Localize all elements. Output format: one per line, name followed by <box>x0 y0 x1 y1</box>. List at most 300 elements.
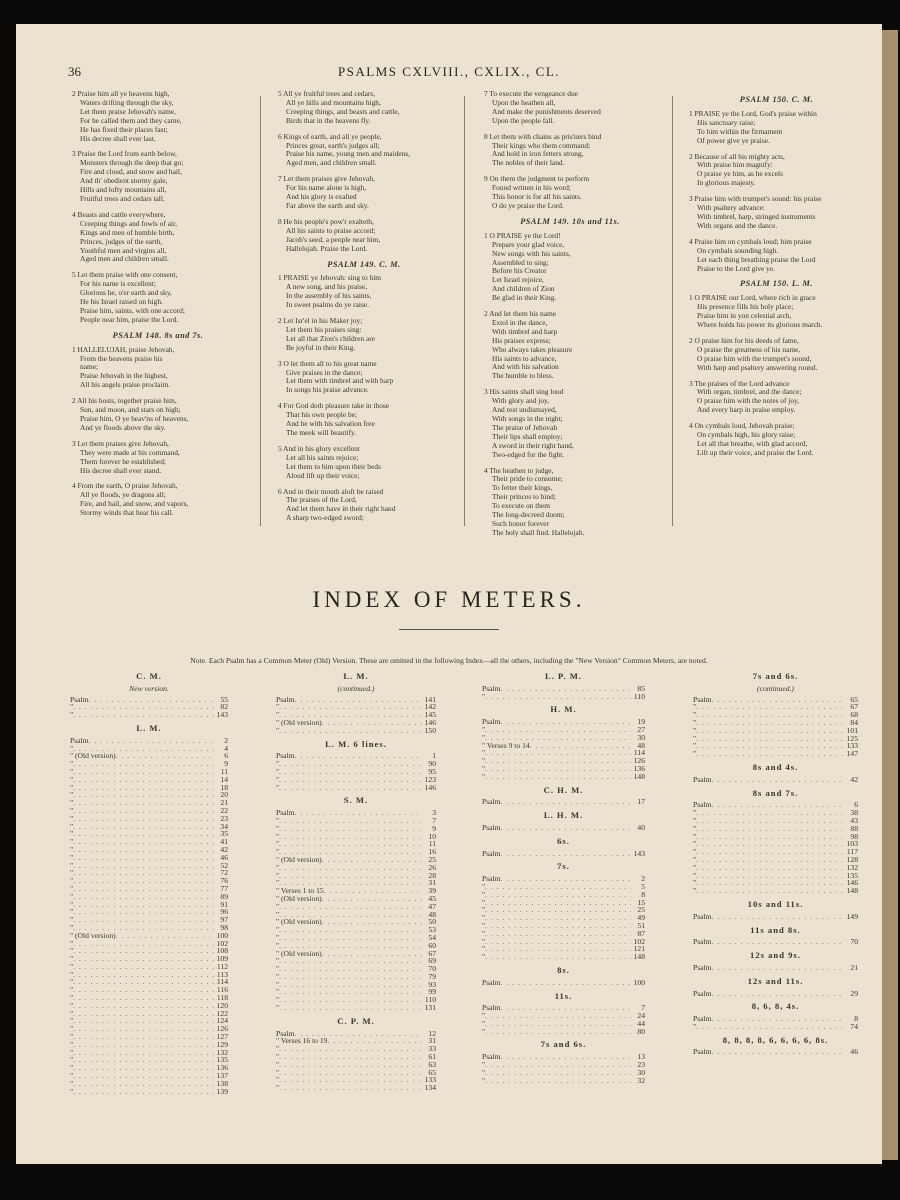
index-entry <box>693 938 858 946</box>
psalm-number: 67 <box>850 702 858 712</box>
leader-dots <box>696 840 844 848</box>
entry-label: " <box>70 993 74 1003</box>
psalm-number: 9 <box>224 759 228 769</box>
verse-line: Found written in his word; <box>492 183 571 193</box>
index-entry <box>276 696 436 704</box>
index-entry <box>693 727 858 735</box>
verse-line: With glory and joy, <box>492 396 550 406</box>
meter-heading: C. H. M. <box>543 784 584 795</box>
index-entry <box>693 809 858 817</box>
psalm-number: 61 <box>428 1052 436 1062</box>
entry-label: " <box>482 1075 486 1085</box>
leader-dots <box>696 825 844 833</box>
verse-line: From the heavens praise his <box>80 353 163 363</box>
index-entry <box>70 1088 228 1096</box>
entry-label: Psalm <box>482 797 501 807</box>
index-entry <box>276 752 436 760</box>
index-entry <box>70 908 228 916</box>
psalm-number: 1 <box>432 751 436 761</box>
stanza <box>278 261 450 311</box>
psalm-number: 42 <box>850 774 858 784</box>
index-entry <box>276 840 436 848</box>
leader-dots <box>696 872 844 880</box>
index-entry <box>70 940 228 948</box>
leader-dots <box>485 726 631 734</box>
verse-line: On cymbals sounding high. <box>697 245 779 255</box>
stanza <box>72 332 244 390</box>
verse-line: 1 PRAISE ye the Lord, God's praise within <box>689 108 817 118</box>
leader-dots <box>73 963 214 971</box>
verse-line: For his name alone is high, <box>286 183 367 193</box>
psalm-number: 4 <box>224 743 228 753</box>
leader-dots <box>73 986 214 994</box>
entry-label: " <box>70 743 74 753</box>
index-entry <box>276 926 436 934</box>
psalm-number: 133 <box>846 741 858 751</box>
index-entry <box>482 906 645 914</box>
entry-label: " <box>70 883 74 893</box>
verse-line: Jacob's seed, a people near him, <box>286 234 381 244</box>
index-entry <box>482 693 645 701</box>
leader-dots <box>485 922 631 930</box>
index-column-4 <box>693 667 858 1056</box>
entry-label: " <box>482 1011 486 1021</box>
verse-line: And hold in iron fetters strong, <box>492 149 584 159</box>
entry-label: " <box>70 782 74 792</box>
psalm-number: 5 <box>641 881 645 891</box>
leader-dots <box>485 883 631 891</box>
verse-line: A new song, and his praise, <box>286 282 368 292</box>
leader-dots <box>279 903 422 911</box>
index-entry <box>693 1015 858 1023</box>
leader-dots <box>485 773 631 781</box>
entry-label: " <box>693 1021 697 1031</box>
entry-label: Psalm <box>276 808 295 818</box>
verse-line: 7 Let them praises give Jehovah, <box>278 174 375 184</box>
verse-line: People near him, praise the Lord. <box>80 314 179 324</box>
psalm-number: 98 <box>220 922 228 932</box>
verse-line: All his saints to praise accord; <box>286 225 376 235</box>
entry-label: Psalm <box>693 694 712 704</box>
leader-dots <box>279 1053 422 1061</box>
psalm-number: 146 <box>846 878 858 888</box>
index-title: INDEX OF METERS. <box>312 587 586 612</box>
leader-dots <box>485 930 631 938</box>
entry-label: " <box>276 870 280 880</box>
psalm-number: 21 <box>220 798 228 808</box>
verse-line: For he called them and they came, <box>80 115 182 125</box>
verse-line: Be joyful in their King. <box>286 342 356 352</box>
index-entry <box>482 953 645 961</box>
column-divider <box>672 96 673 526</box>
leader-dots <box>73 838 214 846</box>
index-entry <box>70 854 228 862</box>
entry-label: " <box>693 831 697 841</box>
index-entry <box>70 696 228 704</box>
psalm-number: 60 <box>428 940 436 950</box>
entry-label: " <box>70 813 74 823</box>
psalm-title: PSALM 150. L. M. <box>740 279 813 289</box>
verse-line: To fetter their kings, <box>492 483 553 493</box>
stanza <box>484 90 656 126</box>
leader-dots <box>279 1069 422 1077</box>
verse-line: His praises express; <box>492 335 551 345</box>
psalm-number: 25 <box>428 854 436 864</box>
index-entry <box>70 768 228 776</box>
psalm-number: 49 <box>637 913 645 923</box>
index-entry <box>70 978 228 986</box>
index-note: Note. Each Psalm has a Common Meter (Old) Version. These are omitted in the following Index—all the others, including the "New Version" Common Meters, are noted. <box>190 656 708 665</box>
index-entry <box>482 930 645 938</box>
entry-label: " <box>482 724 486 734</box>
meter-heading: 7s and 6s. <box>540 1039 587 1050</box>
entry-label: " <box>276 909 280 919</box>
index-entry <box>482 883 645 891</box>
entry-label: " Verses 1 to 15 <box>276 886 324 896</box>
psalm-number: 136 <box>216 1063 228 1073</box>
psalm-number: 39 <box>428 886 436 896</box>
verse-line: With psaltery advance: <box>697 203 765 213</box>
index-entry <box>693 711 858 719</box>
verse-line: Their princes to bind; <box>492 492 556 502</box>
index-entry <box>693 990 858 998</box>
psalm-number: 139 <box>216 1086 228 1096</box>
index-entry <box>482 1069 645 1077</box>
verse-line: A sharp two-edged sword; <box>286 513 364 523</box>
index-entry <box>276 996 436 1004</box>
verse-line: Aged men, and children small. <box>286 158 377 168</box>
entry-label: Psalm <box>693 1014 712 1024</box>
psalm-number: 8 <box>641 889 645 899</box>
verse-line: With timbrel, harp, stringed instruments <box>697 211 816 221</box>
leader-dots <box>322 719 422 727</box>
psalm-number: 38 <box>850 808 858 818</box>
entry-label: " <box>70 961 74 971</box>
entry-label: " <box>70 790 74 800</box>
index-entry <box>693 817 858 825</box>
stanza <box>278 317 450 353</box>
psalm-number: 7 <box>432 815 436 825</box>
leader-dots <box>73 1049 214 1057</box>
index-entry <box>70 846 228 854</box>
leader-dots <box>279 1004 422 1012</box>
verse-line: O praise the greatness of his name, <box>697 344 801 354</box>
stanza <box>484 388 656 459</box>
leader-dots <box>279 864 422 872</box>
verse-line: His sanctuary raise; <box>697 117 756 127</box>
psalm-number: 52 <box>220 860 228 870</box>
leader-dots <box>485 1020 631 1028</box>
index-entry <box>482 749 645 757</box>
index-entry <box>70 711 228 719</box>
stanza <box>278 175 450 211</box>
leader-dots <box>485 906 631 914</box>
entry-label: " <box>70 766 74 776</box>
verse-line: 5 All ye fruitful trees and cedars, <box>278 89 376 98</box>
index-entry <box>693 719 858 727</box>
verse-line: 5 Let them praise with one consent, <box>72 270 178 280</box>
entry-label: " <box>482 897 486 907</box>
verse-line: Let them praise Jehovah's name, <box>80 106 176 116</box>
psalm-title: PSALM 149. 10s and 11s. <box>520 216 620 226</box>
index-entry <box>482 685 645 693</box>
verse-line: Hills and lofty mountains all, <box>80 185 167 195</box>
verse-line: His decree shall ever stand. <box>80 465 162 475</box>
psalm-number: 91 <box>220 899 228 909</box>
entry-label: " <box>482 952 486 962</box>
verse-line: Fire and cloud, and snow and hail, <box>80 167 182 177</box>
entry-label: " <box>276 725 280 735</box>
index-entry <box>70 994 228 1002</box>
leader-dots <box>501 718 631 726</box>
entry-label: " <box>70 1000 74 1010</box>
verse-line: Aged men and children small. <box>80 254 169 264</box>
psalm-number: 100 <box>633 977 645 987</box>
psalm-number: 45 <box>428 893 436 903</box>
index-entry <box>70 1025 228 1033</box>
entry-label: Psalm <box>693 911 712 921</box>
psalm-number: 68 <box>850 710 858 720</box>
verse-line: Hallelujah. Praise the Lord. <box>286 243 368 253</box>
leader-dots <box>712 990 844 998</box>
verse-line: 2 All his hosts, together praise him, <box>72 396 177 406</box>
stanza <box>689 238 864 274</box>
leader-dots <box>279 965 422 973</box>
index-entry <box>482 1028 645 1036</box>
leader-dots <box>485 938 631 946</box>
entry-label: " <box>70 805 74 815</box>
psalm-number: 96 <box>220 907 228 917</box>
entry-label: " <box>70 922 74 932</box>
leader-dots <box>485 1028 631 1036</box>
entry-label: Psalm <box>482 822 501 832</box>
index-entry <box>70 869 228 877</box>
entry-label: " <box>70 1008 74 1018</box>
entry-label: Psalm <box>276 751 295 761</box>
index-entry <box>70 955 228 963</box>
entry-label: " <box>693 815 697 825</box>
psalm-number: 76 <box>220 876 228 886</box>
leader-dots <box>279 817 422 825</box>
psalm-number: 124 <box>216 1016 228 1026</box>
psalm-number: 134 <box>424 1083 436 1093</box>
index-entry <box>693 825 858 833</box>
entry-label: " <box>70 1032 74 1042</box>
column-divider <box>260 96 261 526</box>
psalm-number: 7 <box>641 1003 645 1013</box>
stanza <box>689 422 864 458</box>
index-entry <box>693 735 858 743</box>
entry-label: " <box>276 987 280 997</box>
leader-dots <box>279 957 422 965</box>
psalm-number: 79 <box>428 971 436 981</box>
entry-label: " <box>70 946 74 956</box>
psalm-number: 6 <box>224 751 228 761</box>
entry-label: " <box>482 756 486 766</box>
index-entry <box>276 784 436 792</box>
psalm-number: 82 <box>220 702 228 712</box>
verse-line: All ye floods, ye dragons all; <box>80 490 166 500</box>
entry-label: " <box>70 1071 74 1081</box>
psalm-title: PSALM 150. C. M. <box>739 95 814 104</box>
entry-label: " <box>276 1044 280 1054</box>
index-entry <box>70 784 228 792</box>
stanza <box>278 488 450 524</box>
meter-heading: S. M. <box>343 795 369 806</box>
entry-label: " <box>70 1016 74 1026</box>
meter-heading: 10s and 11s. <box>747 898 804 909</box>
verse-line: 8 Let them with chains as pris'ners bind <box>484 131 602 141</box>
index-entry <box>70 1049 228 1057</box>
verse-line: And his glory is exalted <box>286 192 357 202</box>
stanza <box>72 211 244 264</box>
verse-line: 6 And in their mouth aloft be raised <box>278 486 384 496</box>
leader-dots <box>696 711 844 719</box>
index-entry <box>482 726 645 734</box>
verse-line: With songs in the night; <box>492 414 563 423</box>
psalm-number: 126 <box>633 756 645 766</box>
leader-dots <box>485 757 631 765</box>
index-column-2 <box>276 667 436 1092</box>
entry-label: " <box>693 749 697 759</box>
leader-dots <box>73 1088 214 1096</box>
leader-dots <box>116 932 214 940</box>
psalm-number: 103 <box>846 839 858 849</box>
leader-dots <box>712 913 844 921</box>
verse-line: Before his Creator <box>492 266 547 276</box>
verse-line: And ye floods above the sky. <box>80 422 166 432</box>
entry-label: " <box>482 1026 486 1036</box>
psalm-number: 116 <box>216 985 228 995</box>
entry-label: " <box>482 905 486 915</box>
index-entry <box>70 737 228 745</box>
index-entry <box>693 750 858 758</box>
entry-label: Psalm <box>482 683 501 693</box>
meter-heading: 8s. <box>557 964 570 975</box>
entry-label: " <box>70 774 74 784</box>
verse-line: In glorious majesty. <box>697 178 756 188</box>
index-entry <box>70 947 228 955</box>
meter-heading: 8s and 7s. <box>752 787 799 798</box>
verse-line: With organs and the dance. <box>697 220 778 230</box>
psalm-number: 42 <box>220 844 228 854</box>
verse-line: Youthful men and virgins all, <box>80 245 167 255</box>
psalm-number: 84 <box>850 717 858 727</box>
psalm-number: 132 <box>846 862 858 872</box>
leader-dots <box>73 776 214 784</box>
index-entry <box>70 776 228 784</box>
leader-dots <box>73 1072 214 1080</box>
entry-label: " <box>693 839 697 849</box>
entry-label: " <box>70 1078 74 1088</box>
entry-label: " <box>70 1086 74 1096</box>
psalm-number: 28 <box>428 870 436 880</box>
entry-label: " <box>70 977 74 987</box>
stanza <box>278 133 450 169</box>
entry-label: " <box>70 710 74 720</box>
entry-label: " <box>276 1083 280 1093</box>
index-entry <box>70 1056 228 1064</box>
index-entry <box>482 1012 645 1020</box>
psalm-number: 133 <box>424 1075 436 1085</box>
verse-line: They were made at his command, <box>80 447 180 457</box>
verse-line: 8 He his people's pow'r exalteth, <box>278 216 374 226</box>
index-entry <box>70 752 228 760</box>
entry-label: Psalm <box>70 694 89 704</box>
psalm-number: 99 <box>428 987 436 997</box>
psalm-number: 32 <box>637 1075 645 1085</box>
verse-line: His presence fills his holy place; <box>697 302 794 312</box>
entry-label: " <box>276 901 280 911</box>
verse-line: And rest undismayed, <box>492 405 557 415</box>
verse-line: O praise him with the notes of joy, <box>697 396 800 406</box>
entry-label: " <box>693 725 697 735</box>
verse-line: 3 Praise the Lord from earth below, <box>72 149 177 159</box>
verse-line: Princes great, earth's judges all; <box>286 140 380 150</box>
index-entry <box>70 703 228 711</box>
stanza <box>72 90 244 143</box>
index-entry <box>482 742 645 750</box>
psalm-number: 101 <box>846 725 858 735</box>
psalm-number: 33 <box>428 1044 436 1054</box>
verse-line: 3 His saints shall sing loud <box>484 387 564 397</box>
index-entry <box>693 703 858 711</box>
entry-label: " <box>482 691 486 701</box>
leader-dots <box>485 693 631 701</box>
index-entry <box>276 918 436 926</box>
psalm-number: 89 <box>220 891 228 901</box>
psalm-number: 138 <box>216 1078 228 1088</box>
leader-dots <box>73 893 214 901</box>
leader-dots <box>712 776 844 784</box>
verse-line: Kings and men of humble birth, <box>80 227 175 237</box>
entry-label: " <box>482 1067 486 1077</box>
leader-dots <box>73 1002 214 1010</box>
entry-label: " <box>482 1018 486 1028</box>
psalm-number: 113 <box>216 969 228 979</box>
verse-line: With harp and psaltery answering round. <box>697 362 818 372</box>
verse-line: In sweet psalms do ye raise. <box>286 300 369 310</box>
index-entry <box>482 875 645 883</box>
entry-label: " <box>693 741 697 751</box>
psalm-number: 14 <box>220 774 228 784</box>
psalm-number: 128 <box>846 854 858 864</box>
verse-line: Their lips shall employ; <box>492 431 563 441</box>
verse-line: 2 Let Isr'el in his Maker joy; <box>278 316 363 326</box>
psalm-number: 114 <box>216 977 228 987</box>
leader-dots <box>501 685 631 693</box>
index-entry <box>693 1048 858 1056</box>
entry-label: " (Old version) <box>276 717 322 727</box>
leader-dots <box>73 940 214 948</box>
index-entry <box>693 833 858 841</box>
index-entry <box>276 1004 436 1012</box>
entry-label: " <box>482 913 486 923</box>
verse-line: 9 On them the judgment to perform <box>484 174 590 184</box>
meter-heading: 8s and 4s. <box>752 761 799 772</box>
leader-dots <box>696 856 844 864</box>
psalm-number: 46 <box>850 1047 858 1057</box>
psalm-number: 11 <box>220 766 228 776</box>
psalm-number: 90 <box>428 759 436 769</box>
psalm-number: 146 <box>424 717 436 727</box>
stanza <box>689 380 864 416</box>
verse-line: His decree shall ever last. <box>80 133 156 143</box>
entry-label: " (Old version) <box>276 948 322 958</box>
index-column-1 <box>70 667 228 1095</box>
psalm-number: 148 <box>633 952 645 962</box>
index-entry <box>276 903 436 911</box>
